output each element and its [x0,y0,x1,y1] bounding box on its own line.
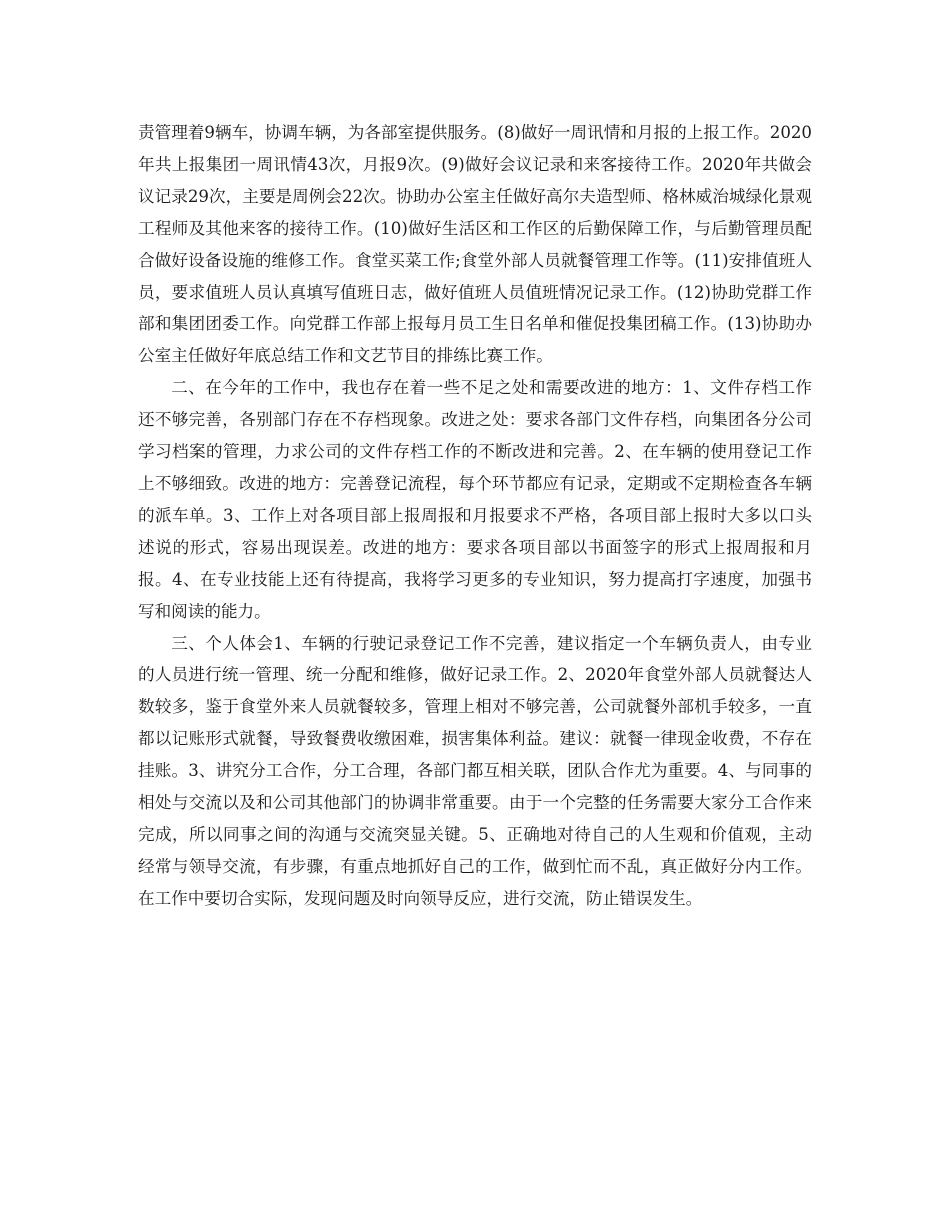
paragraph-personal-experience: 三、个人体会1、车辆的行驶记录登记工作不完善，建议指定一个车辆负责人，由专业的人员进行统一管理、统一分配和维修，做好记录工作。2、2020年食堂外部人员就餐达人数较多，鉴于食堂外来人员就餐较多，管理上相对不够完善，公司就餐外部机手较多，一直都以记账形式就餐，导致餐费收缴困难，损害集体利益。建议：就餐一律现金收费，不存在挂账。3、讲究分工合作，分工合理，各部门都互相关联，团队合作尤为重要。4、与同事的相处与交流以及和公司其他部门的协调非常重要。由于一个完整的任务需要大家分工合作来完成，所以同事之间的沟通与交流突显关键。5、正确地对待自己的人生观和价值观，主动经常与领导交流，有步骤，有重点地抓好自己的工作，做到忙而不乱，真正做好分内工作。在工作中要切合实际，发现问题及时向领导反应，进行交流，防止错误发生。 [138,633,812,908]
document-body [138,117,812,915]
paragraph-continuation: 责管理着9辆车，协调车辆，为各部室提供服务。(8)做好一周讯情和月报的上报工作。2020年共上报集团一周讯情43次，月报9次。(9)做好会议记录和来客接待工作。2020年共做会议记录29次，主要是周例会22次。协助办公室主任做好高尔夫造型师、格林威治城绿化景观工程师及其他来客的接待工作。(10)做好生活区和工作区的后勤保障工作，与后勤管理员配合做好设备设施的维修工作。食堂买菜工作;食堂外部人员就餐管理工作等。(11)安排值班人员，要求值班人员认真填写值班日志，做好值班人员值班情况记录工作。(12)协助党群工作部和集团团委工作。向党群工作部上报每月员工生日名单和催促投集团稿工作。(13)协助办公室主任做好年底总结工作和文艺节目的排练比赛工作。 [138,123,812,366]
paragraph-shortcomings: 二、在今年的工作中，我也存在着一些不足之处和需要改进的地方：1、文件存档工作还不够完善，各别部门存在不存档现象。改进之处：要求各部门文件存档，向集团各分公司学习档案的管理，力求公司的文件存档工作的不断改进和完善。2、在车辆的使用登记工作上不够细致。改进的地方：完善登记流程，每个环节都应有记录，定期或不定期检查各车辆的派车单。3、工作上对各项目部上报周报和月报要求不严格，各项目部上报时大多以口头述说的形式，容易出现误差。改进的地方：要求各项目部以书面签字的形式上报周报和月报。4、在专业技能上还有待提高，我将学习更多的专业知识，努力提高打字速度，加强书写和阅读的能力。 [138,378,812,621]
